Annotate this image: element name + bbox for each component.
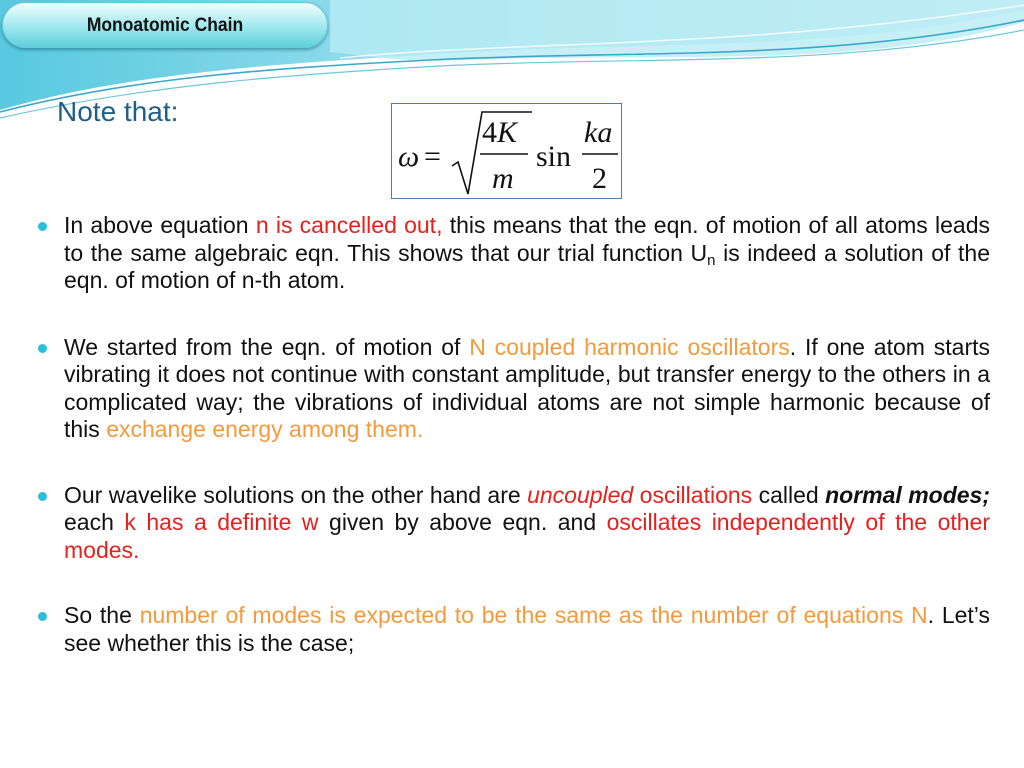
bullet-text: given by above eqn. and bbox=[318, 509, 607, 535]
formula-num-4k bbox=[482, 116, 519, 149]
highlight-text: oscillates independently of the other modes. bbox=[64, 509, 991, 563]
slide-title: Monoatomic Chain bbox=[86, 15, 244, 36]
highlight-text: uncoupled bbox=[527, 481, 634, 508]
formula-box bbox=[391, 103, 622, 199]
bullet-text: each bbox=[64, 509, 125, 535]
highlight-text: N coupled harmonic oscillators bbox=[469, 333, 790, 360]
bullet-dot-icon bbox=[38, 344, 47, 353]
slide-title-tab bbox=[2, 2, 328, 48]
bullet-text: this means that the eqn. of motion of all atoms leads to the same algebraic eqn. This shows that our trial function U bbox=[64, 212, 990, 266]
highlight-text: exchange energy among them. bbox=[106, 416, 424, 442]
subscript-text: n bbox=[707, 251, 716, 269]
bullet-text: Our wavelike solutions on the other hand are bbox=[64, 481, 528, 508]
bullet-item bbox=[38, 334, 990, 444]
formula-den-m: m bbox=[492, 162, 514, 195]
dispersion-formula bbox=[392, 104, 623, 200]
bullet-text: . Let’s see whether this is the case; bbox=[64, 602, 991, 656]
bullet-item bbox=[38, 482, 990, 565]
highlight-text: n is cancelled out, bbox=[255, 212, 443, 238]
formula-omega: ω bbox=[398, 140, 420, 173]
bullet-text: In above equation bbox=[64, 212, 256, 238]
bullet-item bbox=[38, 212, 990, 295]
bullet-dot-icon bbox=[38, 612, 47, 621]
highlight-text: number of modes is expected to be the same as the number of equations N bbox=[139, 602, 928, 628]
note-heading: Note that: bbox=[57, 96, 179, 127]
bullet-dot-icon bbox=[38, 222, 47, 231]
formula-num-k: K bbox=[497, 116, 518, 149]
bullet-text: called bbox=[752, 481, 826, 508]
bullet-list bbox=[38, 212, 990, 657]
formula-num-ka: ka bbox=[584, 116, 613, 149]
formula-equals: = bbox=[424, 140, 441, 173]
formula-sin: sin bbox=[536, 140, 572, 173]
bullet-text: . If one atom starts vibrating it does not continue with constant amplitude, but transfer energy to the others in a complicated way; the vibrations of individual atoms are not simple harmonic because of this bbox=[64, 333, 990, 442]
emphasis-text: normal modes; bbox=[825, 481, 990, 508]
highlight-text: k has a definite w bbox=[124, 509, 319, 535]
bullet-text: is indeed a solution of the eqn. of motion of n-th atom. bbox=[64, 239, 990, 293]
highlight-text: oscillations bbox=[633, 481, 753, 508]
formula-den-2: 2 bbox=[592, 162, 607, 195]
bullet-text: So the bbox=[64, 602, 140, 628]
formula-num-4k-text: 4 bbox=[482, 116, 497, 149]
bullet-text: We started from the eqn. of motion of bbox=[64, 333, 470, 360]
bullet-item bbox=[38, 602, 990, 657]
bullet-dot-icon bbox=[38, 492, 47, 501]
